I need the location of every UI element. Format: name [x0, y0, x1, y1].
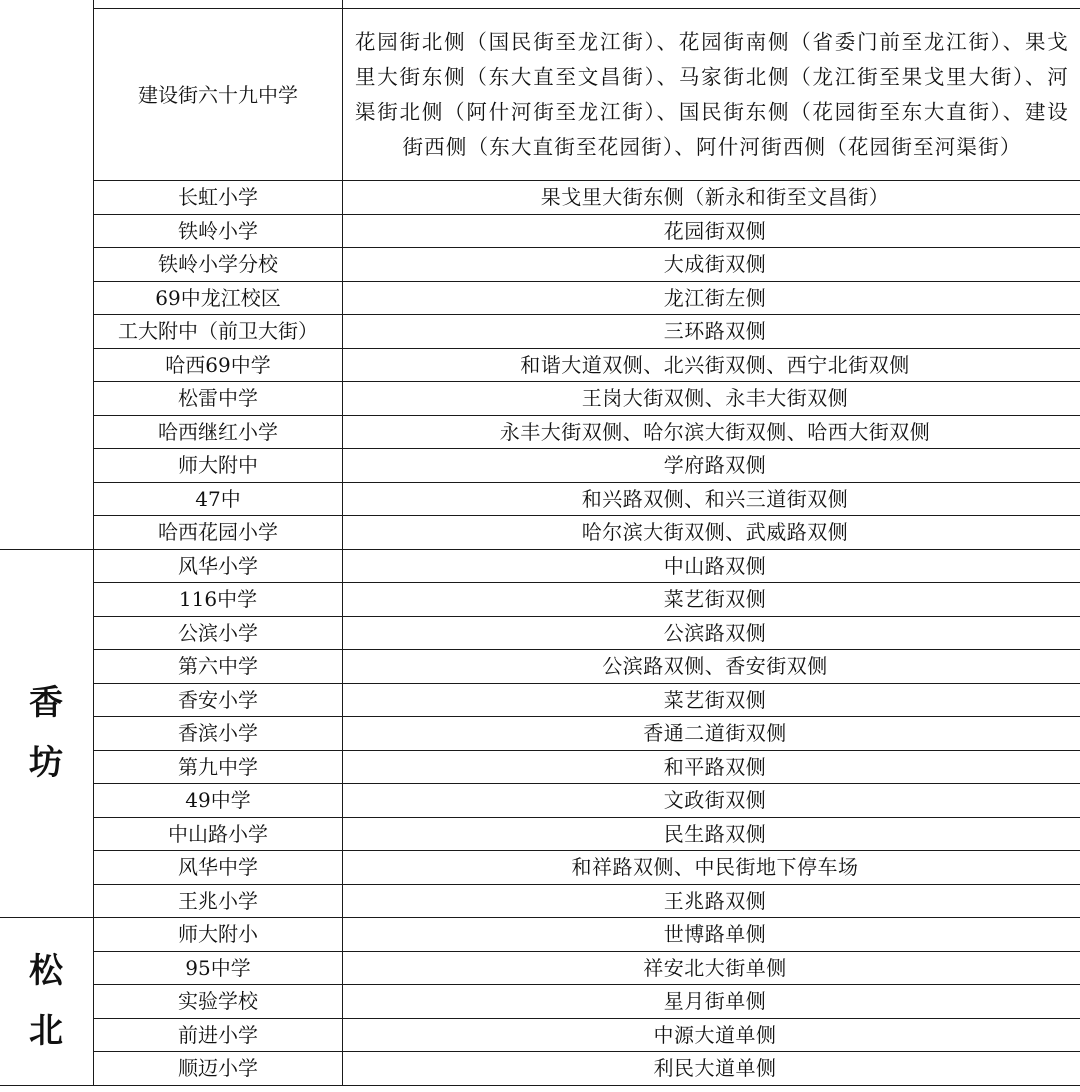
district-cell [0, 549, 94, 918]
parking-range-cell: 民生路双侧 [343, 817, 1080, 851]
school-name-cell: 建设街六十九中学 [94, 9, 343, 181]
table-row [0, 750, 1080, 784]
parking-range-cell: 文政街双侧 [343, 784, 1080, 818]
school-name-cell: 前进小学 [94, 1018, 343, 1052]
table-row [0, 281, 1080, 315]
parking-range-cell: 三环路双侧 [343, 315, 1080, 349]
district-cell [0, 918, 94, 1086]
school-name-cell: 116中学 [94, 583, 343, 617]
table-row [0, 482, 1080, 516]
district-name-char: 北 [29, 1011, 63, 1052]
table-row [0, 683, 1080, 717]
table-row [0, 0, 1080, 9]
table-row [0, 516, 1080, 550]
school-name-cell: 长虹小学 [94, 181, 343, 215]
parking-range-cell: 花园街北侧（国民街至龙江街）、花园街南侧（省委门前至龙江街）、果戈里大街东侧（东大直至文昌街）、马家街北侧（龙江街至果戈里大街）、河渠街北侧（阿什河街至龙江街）、国民街东侧（花园街至东大直街）、建设街西侧（东大直街至花园街）、阿什河街西侧（花园街至河渠街） [343, 9, 1080, 181]
parking-range-cell: 学府路双侧 [343, 449, 1080, 483]
school-name-cell: 香滨小学 [94, 717, 343, 751]
parking-range-cell: 公滨路双侧、香安街双侧 [343, 650, 1080, 684]
table-row [0, 851, 1080, 885]
school-name-cell: 95中学 [94, 951, 343, 985]
school-name-cell: 师大附小 [94, 918, 343, 952]
parking-range-cell: 中源大道单侧 [343, 1018, 1080, 1052]
school-name-cell: 哈西继红小学 [94, 415, 343, 449]
table-row [0, 449, 1080, 483]
table-row [0, 415, 1080, 449]
school-name-cell: 47中 [94, 482, 343, 516]
school-name-cell: 铁岭小学分校 [94, 248, 343, 282]
table-row [0, 315, 1080, 349]
school-name-cell [94, 0, 343, 9]
parking-range-cell: 哈尔滨大街双侧、武威路双侧 [343, 516, 1080, 550]
parking-range-cell: 龙江街左侧 [343, 281, 1080, 315]
parking-range-cell: 永丰大街双侧、哈尔滨大街双侧、哈西大街双侧 [343, 415, 1080, 449]
parking-range-cell: 世博路单侧 [343, 918, 1080, 952]
school-name-cell: 师大附中 [94, 449, 343, 483]
parking-range-cell: 中山路双侧 [343, 549, 1080, 583]
school-name-cell: 69中龙江校区 [94, 281, 343, 315]
school-name-cell: 第六中学 [94, 650, 343, 684]
table-row [0, 549, 1080, 583]
table-row [0, 616, 1080, 650]
table-row [0, 817, 1080, 851]
school-name-cell: 49中学 [94, 784, 343, 818]
parking-range-cell: 王兆路双侧 [343, 884, 1080, 918]
school-name-cell: 松雷中学 [94, 382, 343, 416]
table-row [0, 918, 1080, 952]
parking-range-cell: 大成街双侧 [343, 248, 1080, 282]
school-name-cell: 实验学校 [94, 985, 343, 1019]
school-name-cell: 哈西花园小学 [94, 516, 343, 550]
table-row [0, 1018, 1080, 1052]
table-row [0, 717, 1080, 751]
table-row [0, 985, 1080, 1019]
school-name-cell: 工大附中（前卫大街） [94, 315, 343, 349]
district-name-char: 香 [29, 683, 63, 724]
table-row [0, 951, 1080, 985]
parking-range-cell: 果戈里大街东侧（新永和街至文昌街） [343, 181, 1080, 215]
table-row [0, 348, 1080, 382]
parking-range-cell: 菜艺街双侧 [343, 683, 1080, 717]
parking-range-cell: 星月街单侧 [343, 985, 1080, 1019]
school-name-cell: 王兆小学 [94, 884, 343, 918]
table-row [0, 583, 1080, 617]
district-cell [0, 0, 94, 549]
school-name-cell: 铁岭小学 [94, 214, 343, 248]
table-row [0, 884, 1080, 918]
school-name-cell: 香安小学 [94, 683, 343, 717]
school-name-cell: 公滨小学 [94, 616, 343, 650]
table-row [0, 9, 1080, 181]
parking-range-cell: 祥安北大街单侧 [343, 951, 1080, 985]
parking-range-cell: 菜艺街双侧 [343, 583, 1080, 617]
table-row [0, 382, 1080, 416]
school-name-cell: 第九中学 [94, 750, 343, 784]
school-name-cell: 风华中学 [94, 851, 343, 885]
parking-range-cell: 王岗大街双侧、永丰大街双侧 [343, 382, 1080, 416]
district-name-char: 松 [29, 951, 63, 992]
parking-range-cell: 和祥路双侧、中民街地下停车场 [343, 851, 1080, 885]
table-row [0, 784, 1080, 818]
school-name-cell: 风华小学 [94, 549, 343, 583]
table-row [0, 650, 1080, 684]
table-row [0, 181, 1080, 215]
parking-range-cell [343, 0, 1080, 9]
parking-range-cell: 花园街双侧 [343, 214, 1080, 248]
table-row [0, 214, 1080, 248]
district-name-char: 坊 [29, 743, 63, 784]
parking-range-cell: 和兴路双侧、和兴三道街双侧 [343, 482, 1080, 516]
table-row [0, 1052, 1080, 1086]
parking-range-cell: 和谐大道双侧、北兴街双侧、西宁北街双侧 [343, 348, 1080, 382]
school-name-cell: 中山路小学 [94, 817, 343, 851]
parking-range-cell: 香通二道街双侧 [343, 717, 1080, 751]
parking-range-cell: 和平路双侧 [343, 750, 1080, 784]
parking-range-cell: 公滨路双侧 [343, 616, 1080, 650]
school-name-cell: 顺迈小学 [94, 1052, 343, 1086]
school-name-cell: 哈西69中学 [94, 348, 343, 382]
table-row [0, 248, 1080, 282]
parking-range-cell: 利民大道单侧 [343, 1052, 1080, 1086]
